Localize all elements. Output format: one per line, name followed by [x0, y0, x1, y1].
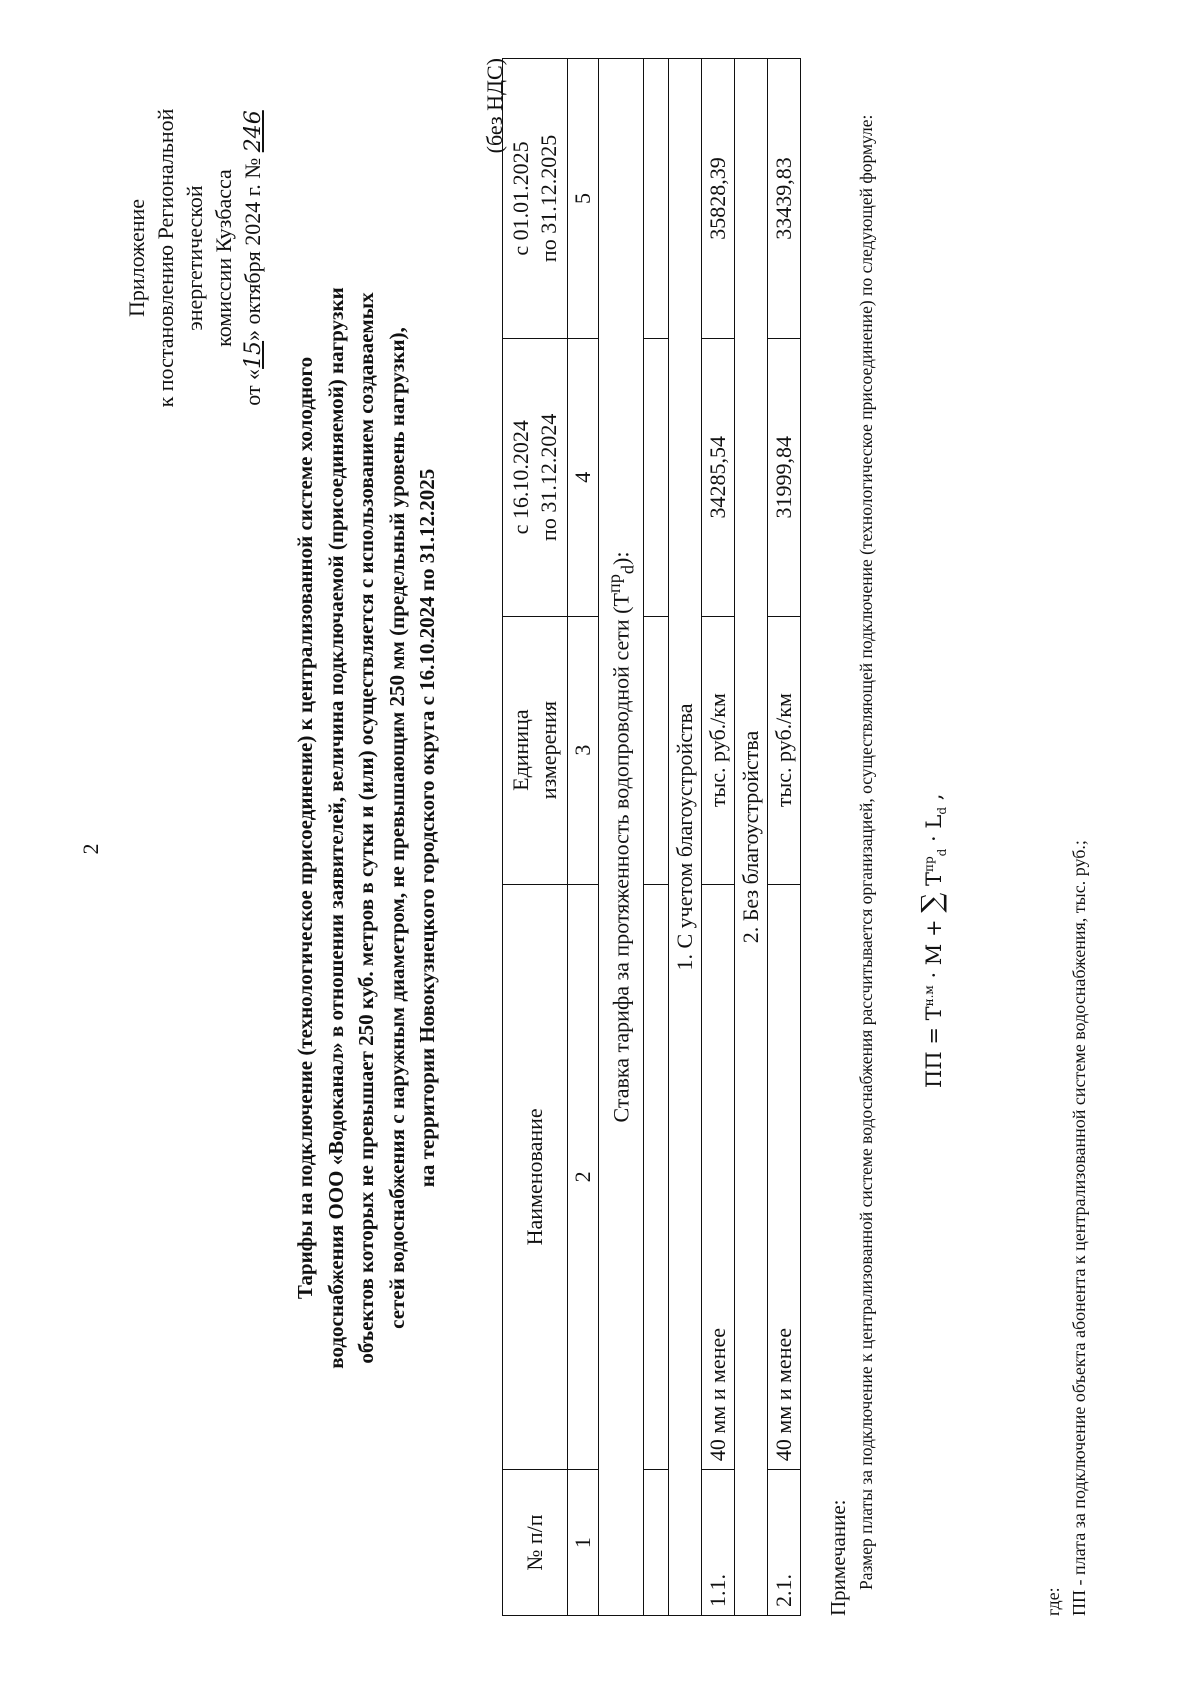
header-unit: [503, 616, 568, 884]
handwritten-number: 246: [241, 110, 266, 153]
row-unit: тыс. руб./км: [767, 616, 800, 884]
index-cell: 3: [568, 616, 599, 884]
row-name: 40 мм и менее: [701, 884, 734, 1470]
rate-heading-end: ):: [608, 551, 634, 565]
header-period-2: [503, 59, 568, 339]
empty-cell: [643, 616, 668, 884]
note-label: Примечание:: [826, 1499, 850, 1616]
header-period-1-from: с 16.10.2024: [508, 420, 533, 535]
row-value-2024: 34285,54: [701, 338, 734, 616]
appendix-header: [122, 58, 268, 458]
handwritten-day: 15: [241, 340, 266, 369]
section-1-title: 1. С учетом благоустройства: [668, 59, 701, 1616]
section-2-row: [734, 59, 767, 1616]
tariff-table: [502, 58, 801, 1616]
vat-note: (без НДС): [482, 58, 507, 154]
formula-l: L: [922, 814, 946, 829]
header-name: Наименование: [503, 884, 568, 1470]
section-1-row: [668, 59, 701, 1616]
page-number: 2: [78, 843, 103, 855]
index-cell: 2: [568, 884, 599, 1470]
row-value-2025: 35828,39: [701, 59, 734, 339]
row-name: 40 мм и менее: [767, 884, 800, 1470]
date-middle: » октября 2024 г. №: [240, 157, 265, 341]
formula-td: T: [922, 872, 946, 887]
header-num: № п/п: [503, 1470, 568, 1616]
formula-l-sub: d: [935, 806, 950, 815]
table-header-row: [503, 59, 568, 1616]
appendix-line-3: комиссии Кузбасса: [211, 169, 236, 347]
index-cell: 1: [568, 1470, 599, 1616]
empty-cell: [643, 1470, 668, 1616]
where-block: [1040, 58, 1092, 1616]
rate-heading-sub: d: [617, 564, 638, 575]
row-unit: тыс. руб./км: [701, 616, 734, 884]
formula-td-sub: d: [935, 848, 950, 857]
where-line-1: ПП - плата за подключение объекта абонента к централизованной системе водоснабжения, тыс. руб.;: [1069, 840, 1089, 1616]
empty-cell: [643, 59, 668, 339]
appendix-date-line: [238, 58, 268, 458]
rate-heading: [599, 59, 644, 1616]
title-line-2: водоснабжения ООО «Водоканал» в отношении заявителей, величина подключаемой (присоединяемой) нагрузки: [323, 287, 348, 1369]
header-period-1-to: по 31.12.2024: [536, 413, 561, 541]
header-unit-line-2: измерения: [536, 700, 561, 800]
header-period-2-to: по 31.12.2025: [536, 134, 561, 263]
empty-cell: [643, 338, 668, 616]
rate-heading-sup: пр: [604, 574, 624, 594]
index-cell: 5: [568, 59, 599, 339]
row-value-2024: 31999,84: [767, 338, 800, 616]
where-label: где:: [1043, 1587, 1063, 1616]
note-block: [824, 58, 880, 1616]
rate-heading-row: [599, 59, 644, 1616]
title-line-5: на территории Новокузнецкого городского округа с 16.10.2024 по 31.12.2025: [415, 468, 439, 1188]
appendix-title: Приложение: [124, 198, 149, 318]
date-prefix: от «: [240, 368, 265, 406]
row-num: 2.1.: [767, 1470, 800, 1616]
title-line-1: Тарифы на подключение (технологическое присоединение) к централизованной системе холодного: [293, 356, 317, 1300]
title-line-4: сетей водоснабжения с наружным диаметром, не превышающим 250 мм (предельный уровень нагрузки),: [384, 327, 409, 1329]
row-num: 1.1.: [701, 1470, 734, 1616]
table-empty-row: [643, 59, 668, 1616]
header-period-2-from: с 01.01.2025: [508, 141, 533, 256]
header-period-1: [503, 338, 568, 616]
formula-lhs: ПП: [922, 1051, 946, 1088]
appendix-line-2: к постановлению Региональной энергетической: [153, 108, 207, 408]
formula-t: T: [922, 1006, 946, 1021]
formula-sum: ∑: [915, 892, 948, 913]
header-unit-line-1: Единица: [508, 709, 533, 791]
table-row: [767, 59, 800, 1616]
index-cell: 4: [568, 338, 599, 616]
note-text: Размер платы за подключение к централизованной системе водоснабжения рассчитывается организацией, осуществляющей подключение (технологическое присоединение) по следующей формуле:: [856, 114, 876, 1590]
row-value-2025: 33439,83: [767, 59, 800, 339]
table-index-row: [568, 59, 599, 1616]
title-line-3: объектов которых не превышает 250 куб. метров в сутки и (или) осуществляется с использованием создаваемых: [354, 292, 378, 1364]
payment-formula: ПП = $T^{н.м} \cdot M$ + ∑ $T^{пр}_d \cdot L_d$ ,: [915, 793, 950, 1088]
formula-t-sup: н.м: [922, 985, 936, 1007]
formula-td-sup: пр: [922, 856, 936, 873]
document-title: [290, 258, 443, 1398]
rate-heading-text: Ставка тарифа за протяженность водопроводной сети (T: [608, 593, 634, 1123]
empty-cell: [643, 884, 668, 1470]
formula-m: M: [922, 943, 946, 966]
table-row: [701, 59, 734, 1616]
section-2-title: 2. Без благоустройства: [734, 59, 767, 1616]
